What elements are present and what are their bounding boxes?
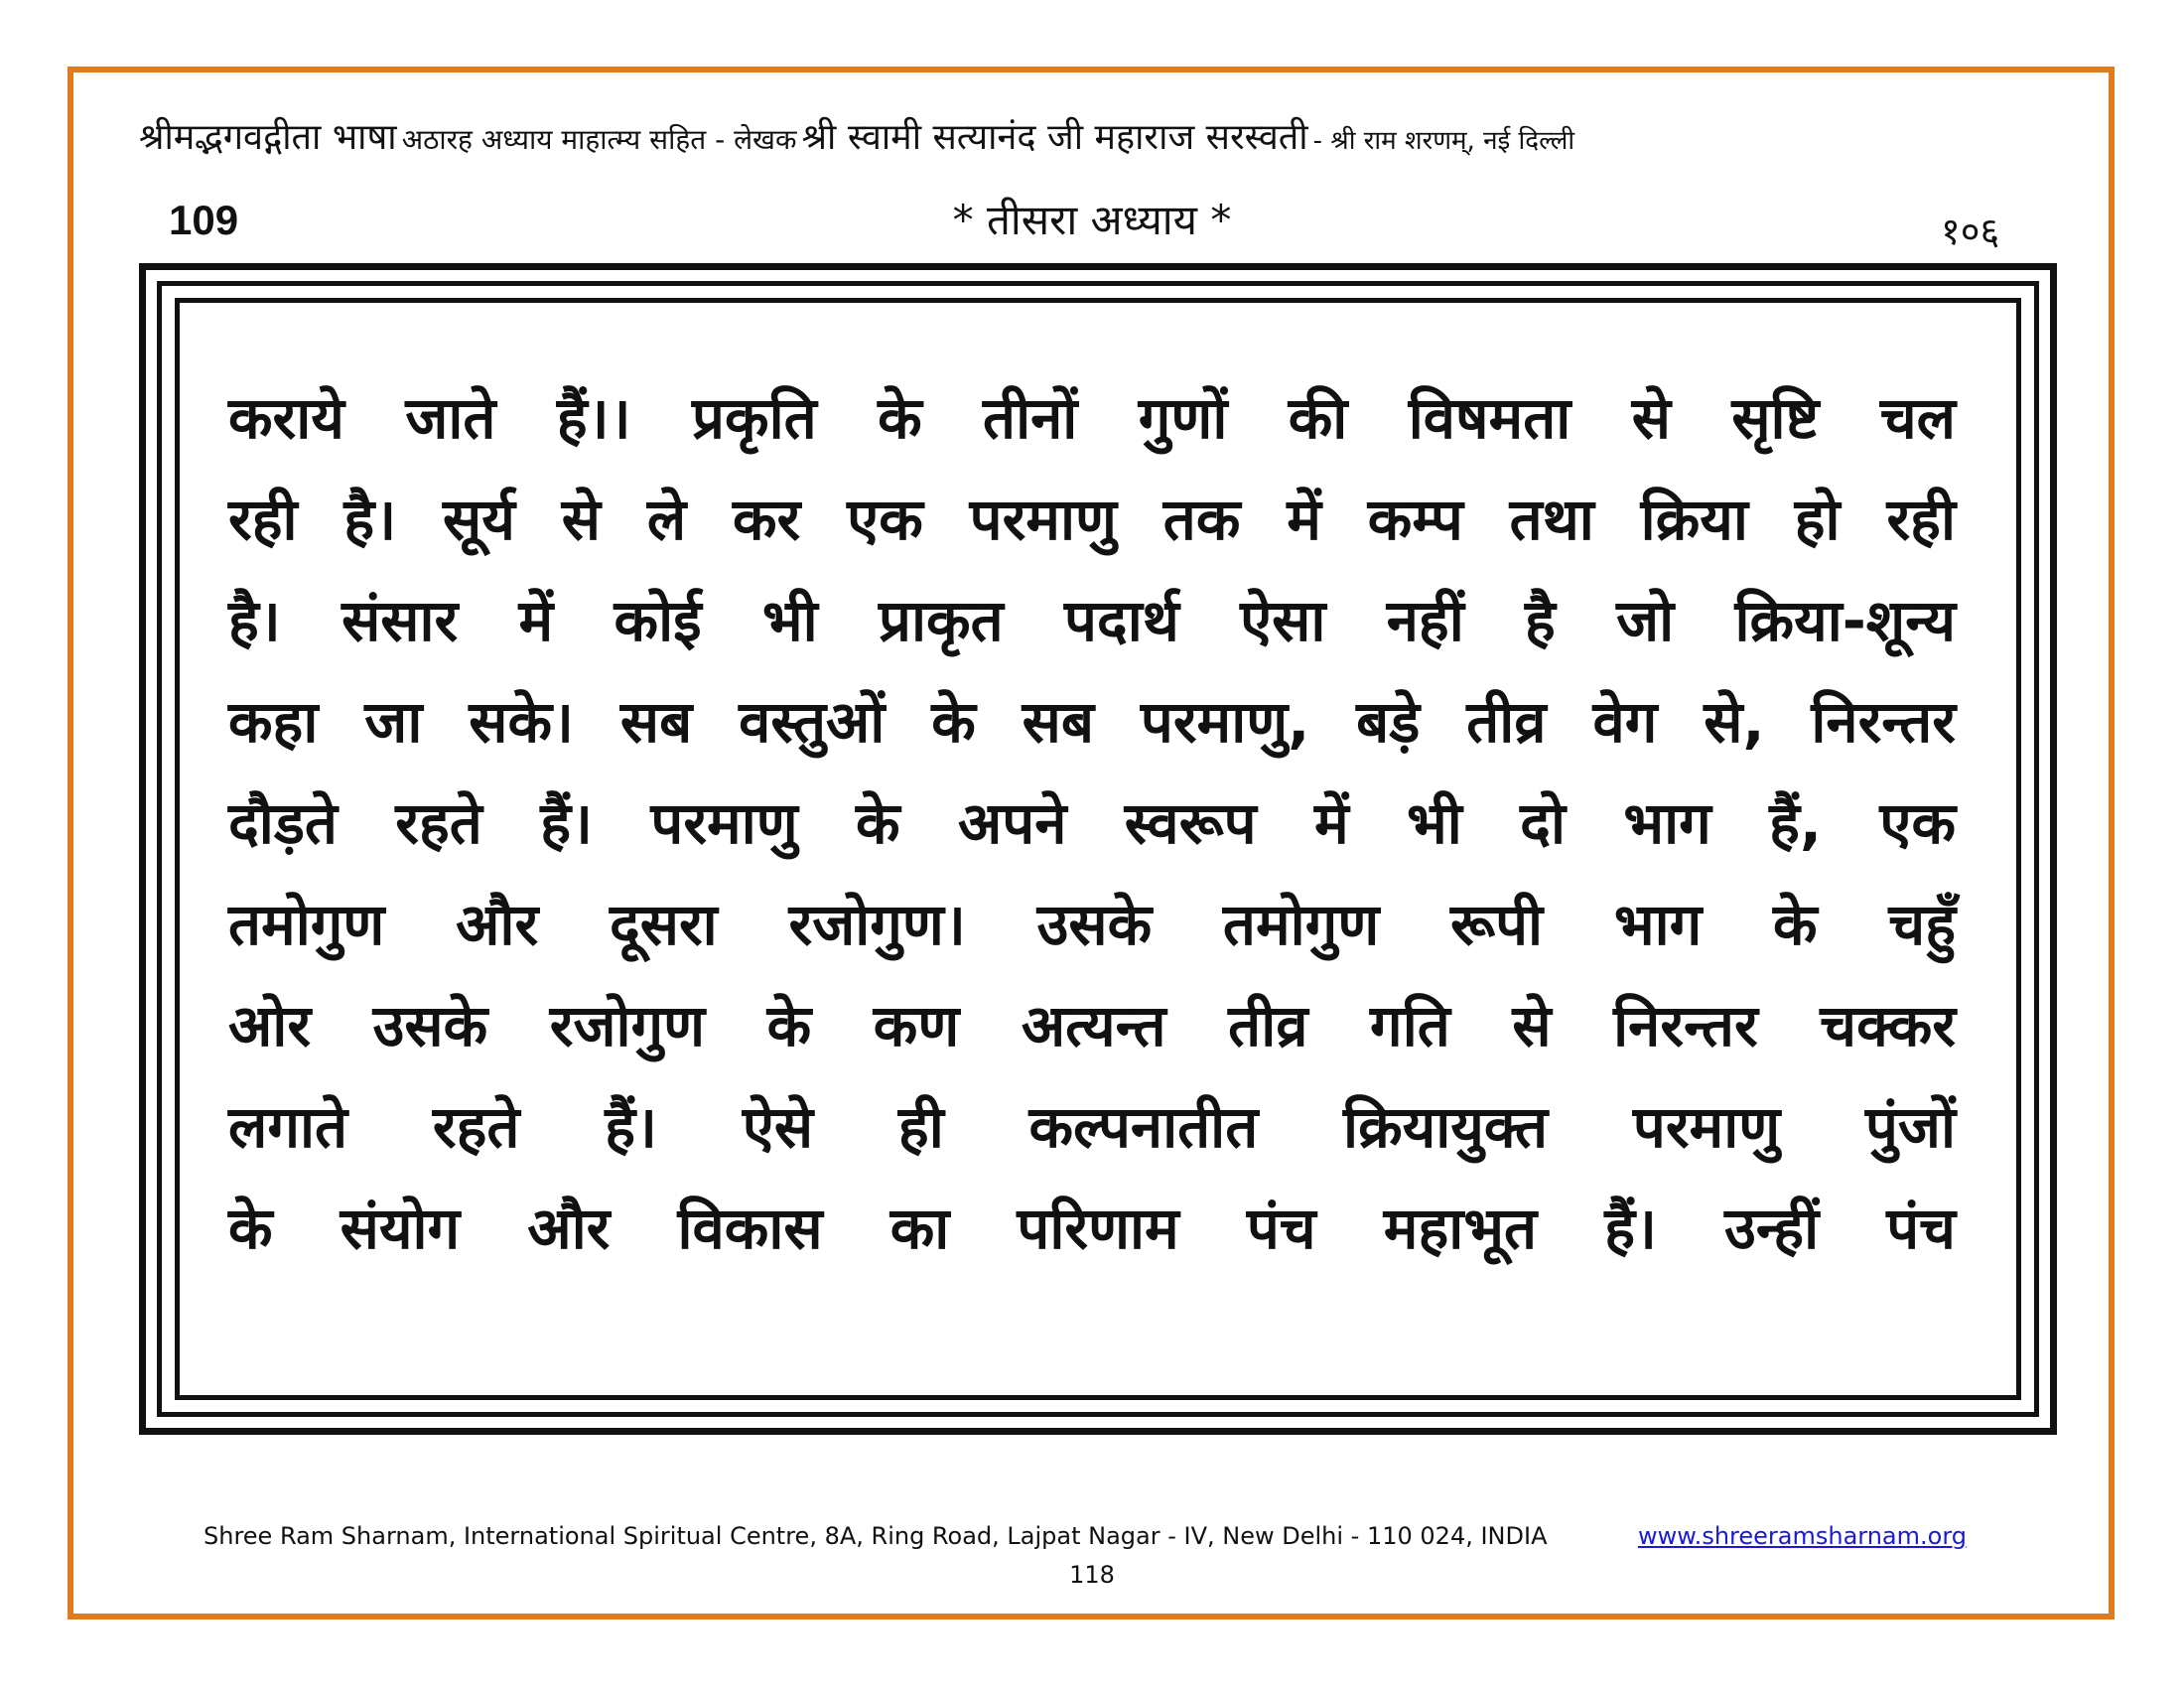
- text-line: दौड़ते रहते हैं। परमाणु के अपने स्वरूप में भी दो भाग हैं, एक: [228, 789, 1956, 857]
- author-name: श्री स्वामी सत्यानंद जी महाराज सरस्वती: [801, 117, 1308, 158]
- text-line: है। संसार में कोई भी प्राकृत पदार्थ ऐसा नहीं है जो क्रिया-शून्य: [228, 587, 1956, 654]
- text-line: ओर उसके रजोगुण के कण अत्यन्त तीव्र गति से निरन्तर चक्कर: [228, 992, 1956, 1059]
- text-line: कराये जाते हैं।। प्रकृति के तीनों गुणों की विषमता से सृष्टि चल: [228, 384, 1956, 452]
- text-line: रही है। सूर्य से ले कर एक परमाणु तक में कम्प तथा क्रिया हो रही: [228, 486, 1956, 553]
- footer-address: Shree Ram Sharnam, International Spiritual Centre, 8A, Ring Road, Lajpat Nagar - IV, New Delhi - 110 024, INDIA: [204, 1522, 1548, 1550]
- page-number-arabic: 109: [169, 197, 239, 243]
- text-line: के संयोग और विकास का परिणाम पंच महाभूत हैं। उन्हीं पंच: [228, 1195, 1956, 1262]
- footer-page-number: 118: [1069, 1561, 1115, 1589]
- website-link[interactable]: www.shreeramsharnam.org: [1638, 1522, 1968, 1550]
- running-header: [139, 111, 2055, 160]
- text-line: लगाते रहते हैं। ऐसे ही कल्पनातीत क्रियायुक्त परमाणु पुंजों: [228, 1093, 1956, 1161]
- scripture-text: [228, 367, 1956, 1279]
- page-number-devanagari: १०६: [1941, 210, 2000, 253]
- book-title: श्रीमद्भगवद्गीता भाषा: [139, 117, 397, 158]
- text-line: तमोगुण और दूसरा रजोगुण। उसके तमोगुण रूपी भाग के चहुँ: [228, 891, 1956, 958]
- chapter-title: * तीसरा अध्याय *: [952, 196, 1232, 244]
- text-line: कहा जा सके। सब वस्तुओं के सब परमाणु, बड़े तीव्र वेग से, निरन्तर: [228, 688, 1956, 756]
- publisher-name: - श्री राम शरणम्, नई दिल्ली: [1312, 126, 1575, 156]
- book-subtitle: अठारह अध्याय माहात्म्य सहित - लेखक: [401, 123, 797, 156]
